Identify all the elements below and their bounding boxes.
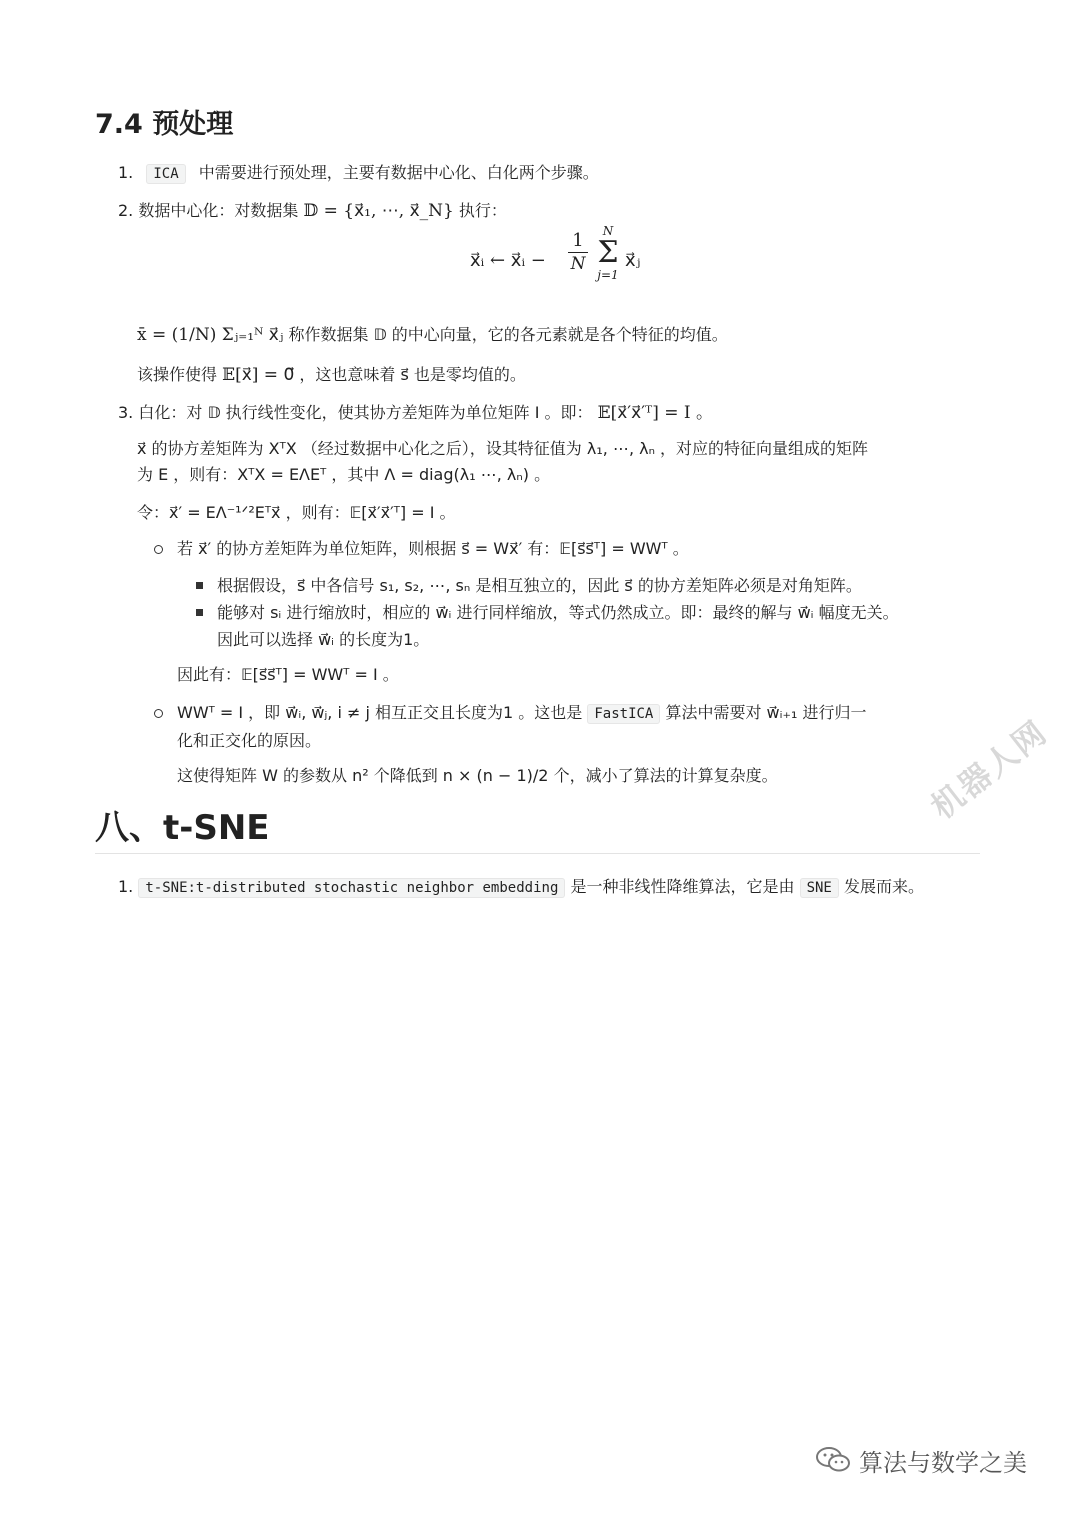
circle-bullet-icon <box>154 709 163 718</box>
sum-lower: j=1 <box>597 268 619 282</box>
heading-rule <box>95 853 980 854</box>
inline-code: t-SNE:t-distributed stochastic neighbor embedding <box>138 878 565 898</box>
sub-bullet-2 <box>177 702 866 725</box>
tsne-item-1 <box>118 876 924 899</box>
square-bullet-icon <box>196 609 203 616</box>
item-number: 1. <box>118 877 134 896</box>
item-text: 中需要进行预处理，主要有数据中心化、白化两个步骤。 <box>198 163 599 182</box>
item-text: 发展而来。 <box>843 877 924 896</box>
item-text: 白化：对 𝔻 执行线性变化，使其协方差矩阵为单位矩阵 I 。即： <box>138 403 593 422</box>
inline-code: SNE <box>800 878 839 898</box>
equation-lhs: x⃗ᵢ ← x⃗ᵢ − <box>470 250 546 271</box>
sub-bullet-2-para: 这使得矩阵 W 的参数从 n² 个降低到 n × (n − 1)/2 个，减小了算法的计算复杂度。 <box>177 766 778 785</box>
fraction <box>568 230 588 274</box>
equation-rhs: x⃗ⱼ <box>625 250 641 271</box>
item-number: 2. <box>118 201 134 220</box>
item-2-para-2 <box>137 364 526 386</box>
inline-code: FastICA <box>587 704 660 724</box>
footer-text: 算法与数学之美 <box>859 1448 1027 1477</box>
sum-operator <box>594 224 622 282</box>
inline-code: ICA <box>146 164 185 184</box>
footer-brand <box>815 1440 1027 1480</box>
display-equation <box>470 224 670 298</box>
item-2 <box>118 200 507 222</box>
para-text: 该操作使得 <box>137 365 218 384</box>
bullet-text: 算法中需要对 w⃗ᵢ₊₁ 进行归一 <box>665 703 867 722</box>
item-text: 执行： <box>458 201 507 220</box>
math-inline: x̄ = (1/N) Σⱼ₌₁ᴺ x⃗ⱼ <box>137 325 284 345</box>
item-text: 数据中心化：对数据集 <box>138 201 299 220</box>
sub-bullet-1: 若 x⃗′ 的协方差矩阵为单位矩阵，则根据 s⃗ = Wx⃗′ 有：𝔼[s⃗s⃗ᵀ] = WWᵀ 。 <box>177 539 689 558</box>
math-inline: 𝔼[x⃗] = 0⃗ <box>222 365 295 385</box>
item-number: 1. <box>118 163 134 182</box>
square-bullet-icon <box>196 582 203 589</box>
fraction-numerator: 1 <box>572 230 584 251</box>
wechat-icon <box>815 1445 851 1475</box>
sub-bullet-2-cont: 化和正交化的原因。 <box>177 731 322 750</box>
para-text: 称作数据集 𝔻 的中心向量，它的各元素就是各个特征的均值。 <box>288 325 728 344</box>
sub-sub-bullet-2: 能够对 sᵢ 进行缩放时，相应的 w⃗ᵢ 进行同样缩放，等式仍然成立。即：最终的解与 w⃗ᵢ 幅度无关。 <box>217 603 899 622</box>
sum-sign: Σ <box>597 235 619 270</box>
item-text: 是一种非线性降维算法，它是由 <box>570 877 795 896</box>
item-3-para-1: x⃗ 的协方差矩阵为 XᵀX （经过数据中心化之后），设其特征值为 λ₁, ⋯, λₙ ，对应的特征向量组成的矩阵 <box>137 439 869 458</box>
item-3-para-2: 为 E ，则有：XᵀX = EΛEᵀ ，其中 Λ = diag(λ₁ ⋯, λₙ) 。 <box>137 465 551 484</box>
item-3-para-3: 令：x⃗′ = EΛ⁻¹ᐟ²Eᵀx⃗ ，则有：𝔼[x⃗′x⃗′ᵀ] = I 。 <box>137 503 456 522</box>
item-number: 3. <box>118 403 134 422</box>
fraction-bar <box>568 252 588 253</box>
math-inline: 𝔼[x⃗′x⃗′ᵀ] = I 。 <box>597 403 713 423</box>
sum-upper: N <box>602 224 614 238</box>
para-text: ，这也意味着 s⃗ 也是零均值的。 <box>299 365 526 384</box>
sub-bullet-1-conclusion: 因此有：𝔼[s⃗s⃗ᵀ] = WWᵀ = I 。 <box>177 665 399 684</box>
item-1 <box>118 162 599 185</box>
math-inline: 𝔻 = {x⃗₁, ⋯, x⃗_N} <box>303 201 454 221</box>
watermark: 机器人网 <box>923 712 1055 827</box>
circle-bullet-icon <box>154 545 163 554</box>
fraction-denominator: N <box>570 254 586 274</box>
chapter-heading: 八、t-SNE <box>95 808 270 848</box>
section-heading: 7.4 预处理 <box>95 109 234 140</box>
item-3 <box>118 402 713 424</box>
sub-sub-bullet-1: 根据假设，s⃗ 中各信号 s₁, s₂, ⋯, sₙ 是相互独立的，因此 s⃗ 的协方差矩阵必须是对角矩阵。 <box>217 576 862 595</box>
bullet-text: WWᵀ = I ，即 w⃗ᵢ, w⃗ⱼ, i ≠ j 相互正交且长度为1 。这也是 <box>177 703 583 722</box>
sub-sub-bullet-2-cont: 因此可以选择 w⃗ᵢ 的长度为1。 <box>217 630 430 649</box>
item-2-para-1 <box>137 324 728 346</box>
